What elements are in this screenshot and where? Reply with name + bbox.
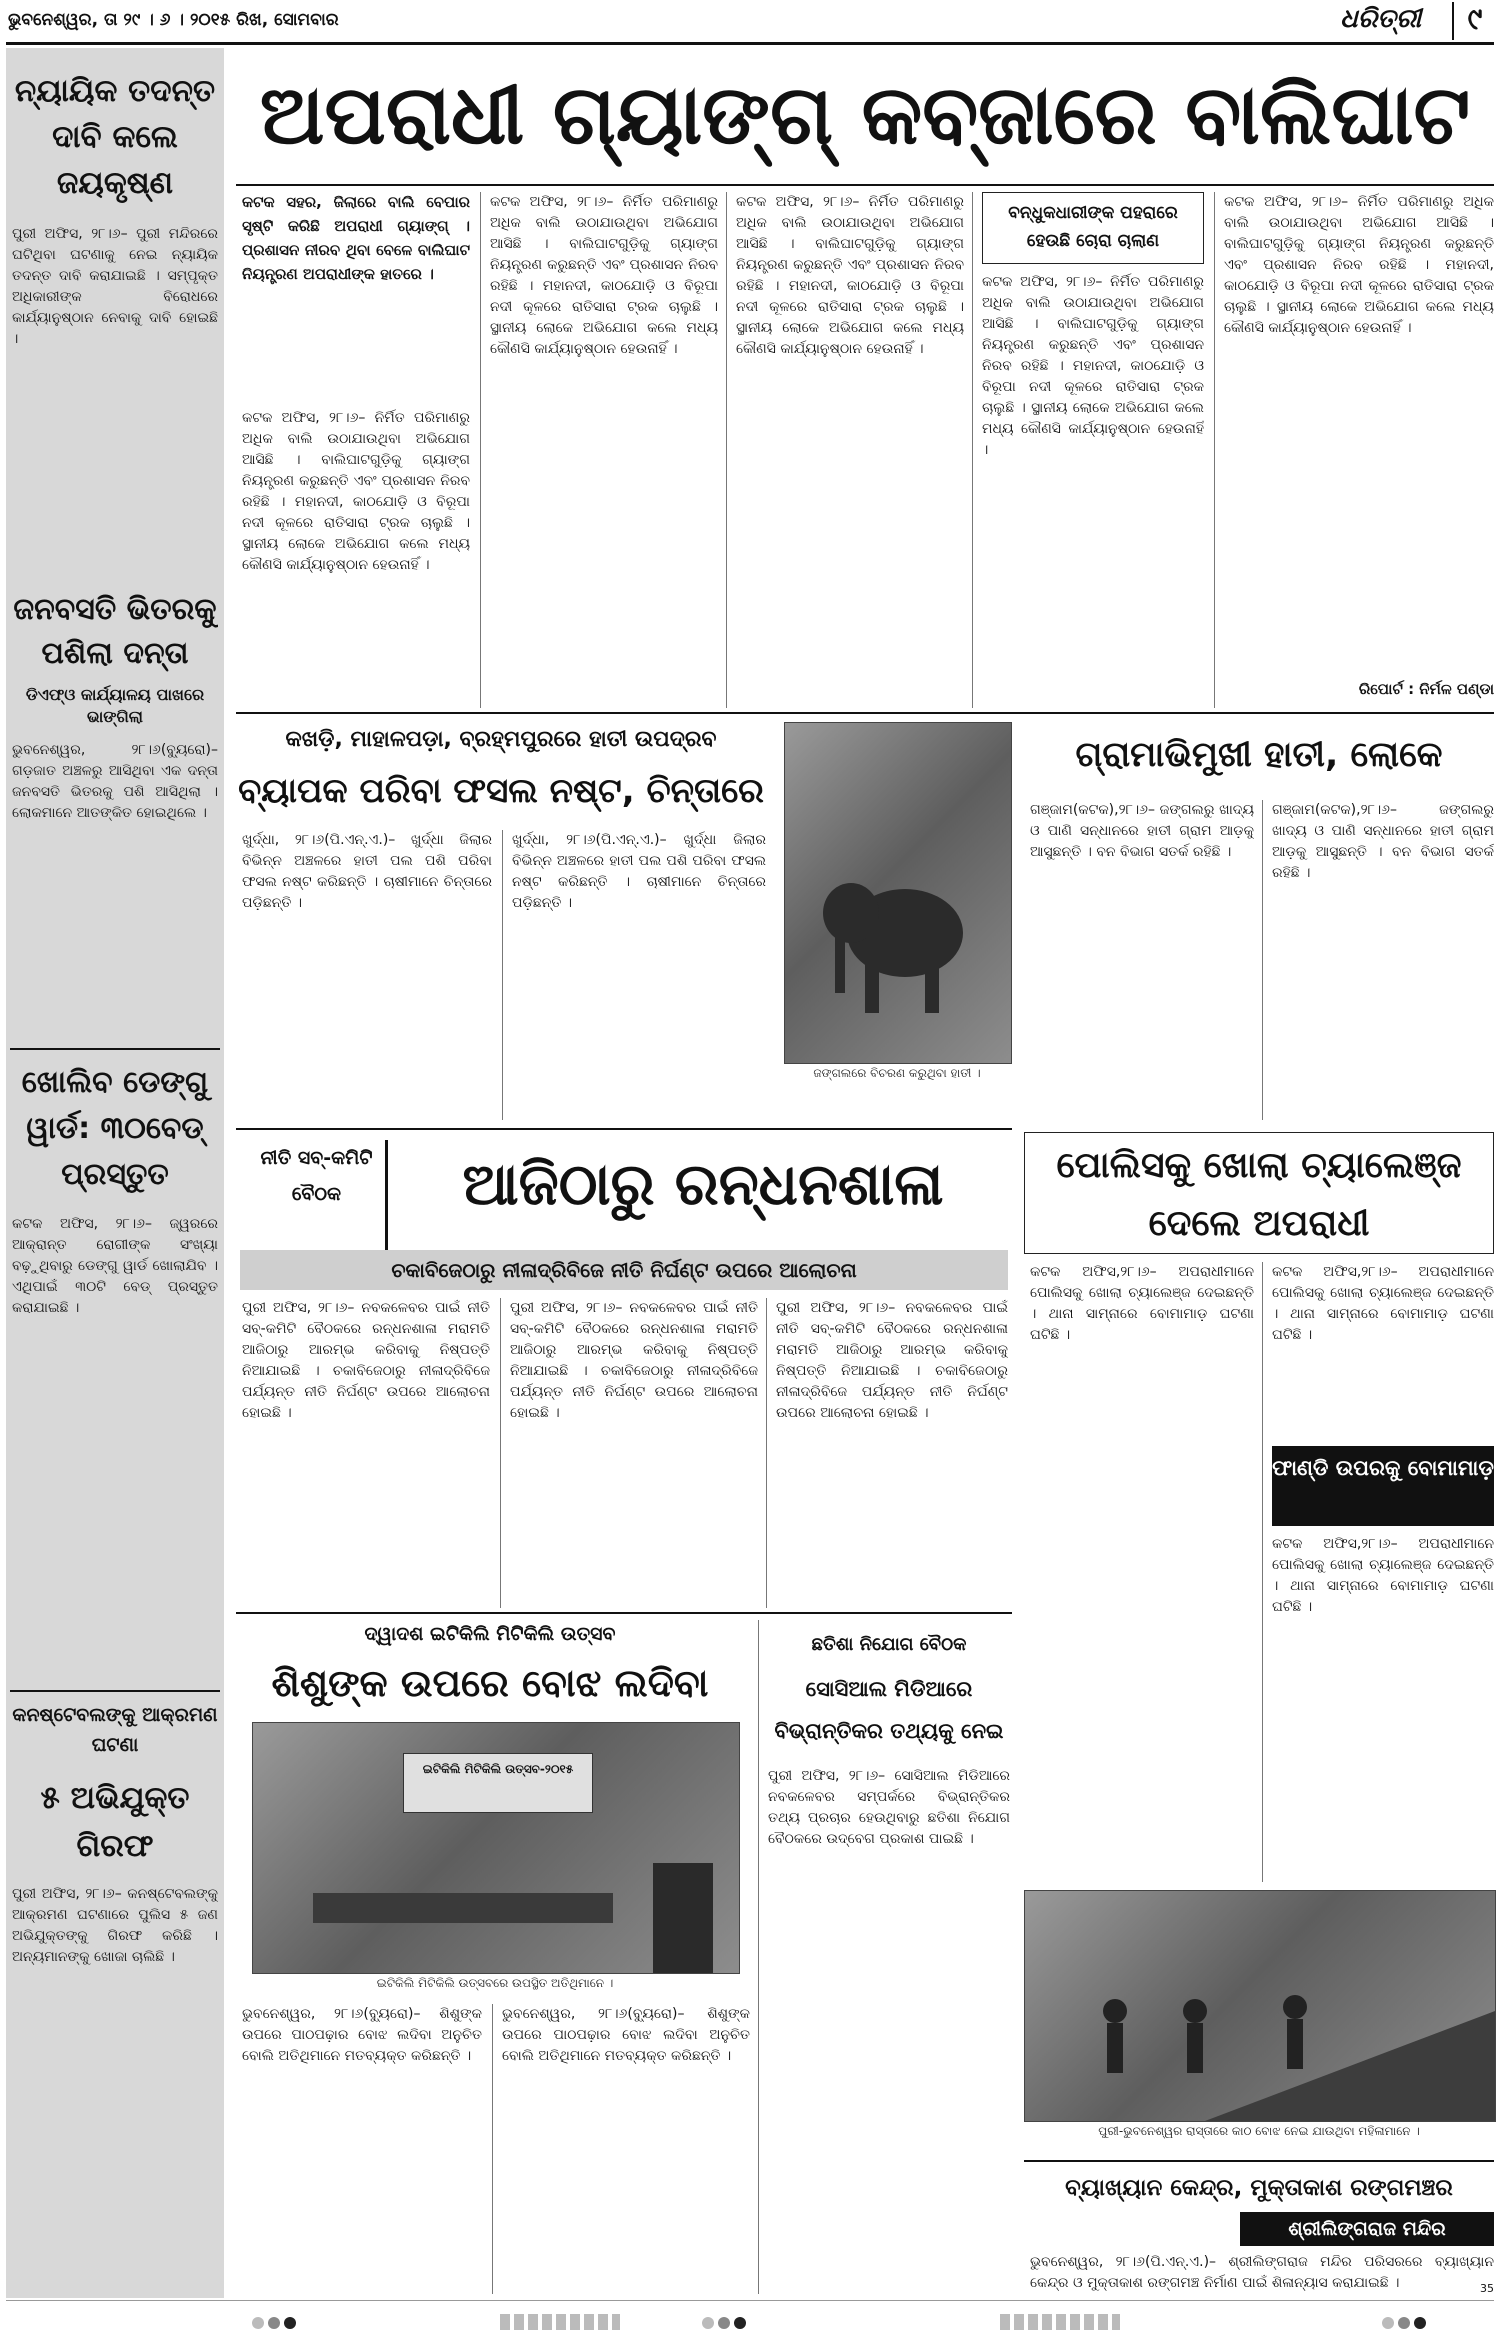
police-divider [1262, 1262, 1263, 1882]
sidebar-3-headline: ଖୋଲିବ ଡେଙ୍ଗୁ ୱାର୍ଡ: ୩୦ବେଡ୍ ପ୍ରସ୍ତୁତ [21, 1065, 209, 1192]
sidebar-2-headline: ଜନବସତି ଭିତରକୁ ପଶିଲା ଦନ୍ତା [13, 592, 217, 671]
social-kicker: ଛତିଶା ନିଯୋଗ ବୈଠକ [811, 1634, 967, 1655]
elephant-photo [784, 722, 1012, 1064]
elephant-left-col-2: ଖୁର୍ଦ୍ଧା, ୨୮।୬(ପି.ଏନ୍.ଏ.)– ଖୁର୍ଦ୍ଧା ଜିଲାର ବିଭିନ୍ନ ଅଞ୍ଚଳରେ ହାତୀ ପଲ ପଶି ପରିବା ଫସଲ ନଷ୍ଟ କରିଛନ୍ତି । ଚାଷୀମାନେ ଚିନ୍ତାରେ ପଡ଼ିଛନ୍ତି । [512, 832, 766, 911]
children-photo [252, 1722, 740, 1974]
shila-label: ଶ୍ରୀଲିଙ୍ଗରାଜ ମନ୍ଦିର [1288, 2218, 1446, 2240]
lead-rule [236, 184, 1494, 186]
sidebar-story-2 [12, 588, 218, 968]
policy-subhead: ଚକାବିଜେଠାରୁ ନୀଳାଦ୍ରିବିଜେ ନୀତି ନିର୍ଘଣ୍ଟ ଉପରେ ଆଲୋଚନା [391, 1258, 857, 1282]
policy-col-2: ପୁରୀ ଅଫିସ, ୨୮।୬– ନବକଳେବର ପାଇଁ ନୀତି ସବ୍-କମିଟି ବୈଠକରେ ରନ୍ଧନଶାଳା ମରାମତି ଆଜିଠାରୁ ଆରମ୍ଭ କରିବାକୁ ନିଷ୍ପତ୍ତି ନିଆଯାଇଛି । ଚକାବିଜେଠାରୁ ନୀଳାଦ୍ରିବିଜେ ପର୍ଯ୍ୟନ୍ତ ନୀତି ନିର୍ଘଣ୍ଟ ଉପରେ ଆଲୋଚନା ହୋଇଛି । [510, 1300, 758, 1421]
footer-registration-marks [0, 2310, 1500, 2334]
reg-mark-1 [250, 2314, 330, 2330]
header-rule [6, 42, 1494, 45]
elephant-right-headline: ଗ୍ରାମାଭିମୁଖୀ ହାତୀ, ଲୋକେ [1075, 735, 1443, 775]
police-box [1272, 1446, 1494, 1526]
policy-label: ନୀତି ସବ୍-କମିଟି ବୈଠକ [248, 1140, 388, 1250]
shila-body: ଭୁବନେଶ୍ୱର, ୨୮।୬(ପି.ଏନ୍.ଏ.)– ଶ୍ରୀଲିଙ୍ଗରାଜ ମନ୍ଦିର ପରିସରରେ ବ୍ୟାଖ୍ୟାନ କେନ୍ଦ୍ର ଓ ମୁକ୍ତାକାଶ ରଙ୍ଗମଞ୍ଚ ନିର୍ମାଣ ପାଇଁ ଶିଳାନ୍ୟାସ କରାଯାଇଛି । [1030, 2254, 1494, 2291]
police-box-text: ଫାଣ୍ଡି ଉପରକୁ ବୋମାମାଡ଼ [1272, 1456, 1494, 1480]
social-divider [758, 1620, 759, 2294]
lead-summary: କଟକ ସହର, ଜିଲାରେ ବାଲି ବେପାର ସୃଷ୍ଟି କରିଛି ଅପରାଧୀ ଗ୍ୟାଙ୍ଗ୍ । ପ୍ରଶାସନ ନୀରବ ଥିବା ବେଳେ ବାଲିଘାଟ ନିୟନ୍ତ୍ରଣ ଅପରାଧୀଙ୍କ ହାତରେ । [242, 193, 470, 283]
footer-corner-number: 35 [1480, 2282, 1494, 2295]
elephant-photo-caption: ଜଙ୍ଗଲରେ ବିଚରଣ କରୁଥିବା ହାତୀ । [813, 1066, 981, 1080]
policy-headline: ଆଜିଠାରୁ ରନ୍ଧନଶାଳା [462, 1150, 944, 1218]
social-headline: ସୋସିଆଲ ମିଡିଆରେ ବିଭ୍ରାନ୍ତିକର ତଥ୍ୟକୁ ନେଇ [774, 1677, 1004, 1743]
policy-divider-2 [766, 1298, 767, 1608]
lead-col-1: କଟକ ଅଫିସ, ୨୮।୬– ନିର୍ମିତ ପରିମାଣରୁ ଅଧିକ ବାଲି ଉଠାଯାଉଥିବା ଅଭିଯୋଗ ଆସିଛି । ବାଲିଘାଟଗୁଡ଼ିକୁ ଗ୍ୟାଙ୍ଗ ନିୟନ୍ତ୍ରଣ କରୁଛନ୍ତି ଏବଂ ପ୍ରଶାସନ ନିରବ ରହିଛି । ମହାନଦୀ, କାଠଯୋଡ଼ି ଓ ବିରୂପା ନଦୀ କୂଳରେ ରାତିସାରା ଟ୍ରକ ଚାଲୁଛି । ସ୍ଥାନୀୟ ଲୋକେ ଅଭିଯୋଗ କଲେ ମଧ୍ୟ କୌଣସି କାର୍ଯ୍ୟାନୁଷ୍ଠାନ ହେଉନାହିଁ । [242, 410, 470, 573]
elephant-icon [785, 723, 1011, 1063]
police-col-3: କଟକ ଅଫିସ,୨୮।୬– ଅପରାଧୀମାନେ ପୋଲିସକୁ ଖୋଲା ଚ୍ୟାଲେଞ୍ଜ ଦେଇଛନ୍ତି । ଥାନା ସାମ୍ନାରେ ବୋମାମାଡ଼ ଘଟଣା ଘଟିଛି । [1272, 1536, 1494, 1615]
road-photo-caption: ପୁରୀ-ଭୁବନେଶ୍ୱର ରାସ୍ତାରେ କାଠ ବୋଝ ନେଇ ଯାଉଥିବା ମହିଳାମାନେ । [1098, 2124, 1420, 2138]
sidebar-story-1 [12, 68, 218, 678]
children-kicker: ଦ୍ୱାଦଶ ଇଟିକିଲି ମିଟିକିଲି ଉତ୍ସବ [364, 1623, 616, 1645]
lead-headline: ଅପରାଧୀ ଗ୍ୟାଙ୍ଗ୍ କବ୍‌ଜାରେ ବାଲିଘାଟ [259, 68, 1471, 163]
children-banner [403, 1753, 593, 1813]
lead-col-divider-3 [972, 192, 973, 708]
sidebar-1-headline: ନ୍ୟାୟିକ ତଦନ୍ତ ଦାବି କଲେ ଜୟକୃଷ୍ଣ [14, 73, 216, 201]
children-banner-text: ଇଟିକିଲି ମିଟିକିଲି ଉତ୍ସବ-୨୦୧୫ [422, 1762, 574, 1776]
masthead-brand: ଧରିତ୍ରୀ [1340, 4, 1422, 34]
children-rule [236, 1612, 1012, 1614]
children-photo-caption: ଇଟିକିଲି ମିଟିକିଲି ଉତ୍ସବରେ ଉପସ୍ଥିତ ଅତିଥିମାନେ । [376, 1976, 614, 1990]
sidebar-4-body: ପୁରୀ ଅଫିସ, ୨୮।୬– କନଷ୍ଟେବଲଙ୍କୁ ଆକ୍ରମଣ ଘଟଣାରେ ପୁଲିସ ୫ ଜଣ ଅଭିଯୁକ୍ତଙ୍କୁ ଗିରଫ କରିଛି । ଅନ୍ୟମାନଙ୍କୁ ଖୋଜା ଚାଲିଛି । [12, 1886, 218, 1965]
elephant-kicker: କଖଡ଼ି, ମାହାଳପଡ଼ା, ବ୍ରହ୍ମପୁରରେ ହାତୀ ଉପଦ୍ରବ [285, 727, 717, 752]
sidebar-1-body: ପୁରୀ ଅଫିସ, ୨୮।୬– ପୁରୀ ମନ୍ଦିରରେ ଘଟିଥିବା ଘଟଣାକୁ ନେଇ ନ୍ୟାୟିକ ତଦନ୍ତ ଦାବି କରାଯାଇଛି । ସମ୍ପୃକ୍ତ ଅଧିକାରୀଙ୍କ ବିରୋଧରେ କାର୍ଯ୍ୟାନୁଷ୍ଠାନ ନେବାକୁ ଦାବି ହୋଇଛି । [12, 226, 218, 347]
lead-box-kicker-text: ବନ୍ଧୁକଧାରୀଙ୍କ ପହରାରେ ହେଉଛି ଚୋରା ଚାଲାଣ [1008, 203, 1178, 251]
lead-col-divider-2 [726, 192, 727, 708]
lead-col-2: କଟକ ଅଫିସ, ୨୮।୬– ନିର୍ମିତ ପରିମାଣରୁ ଅଧିକ ବାଲି ଉଠାଯାଉଥିବା ଅଭିଯୋଗ ଆସିଛି । ବାଲିଘାଟଗୁଡ଼ିକୁ ଗ୍ୟାଙ୍ଗ ନିୟନ୍ତ୍ରଣ କରୁଛନ୍ତି ଏବଂ ପ୍ରଶାସନ ନିରବ ରହିଛି । ମହାନଦୀ, କାଠଯୋଡ଼ି ଓ ବିରୂପା ନଦୀ କୂଳରେ ରାତିସାରା ଟ୍ରକ ଚାଲୁଛି । ସ୍ଥାନୀୟ ଲୋକେ ଅଭିଯୋଗ କଲେ ମଧ୍ୟ କୌଣସି କାର୍ଯ୍ୟାନୁଷ୍ଠାନ ହେଉନାହିଁ । [490, 194, 718, 357]
sidebar-4-kicker: କନଷ୍ଟେବଲଙ୍କୁ ଆକ୍ରମଣ ଘଟଣା [12, 1704, 218, 1756]
sidebar-2-kicker: ଡିଏଫ୍‌ଓ କାର୍ଯ୍ୟାଳୟ ପାଖରେ ଭାଙ୍ଗିଲା [25, 685, 205, 726]
sidebar-rule-1 [10, 1048, 220, 1050]
elephant-right-divider [1262, 800, 1263, 1120]
footer-rule [6, 2300, 1494, 2301]
police-col-1: କଟକ ଅଫିସ,୨୮।୬– ଅପରାଧୀମାନେ ପୋଲିସକୁ ଖୋଲା ଚ୍ୟାଲେଞ୍ଜ ଦେଇଛନ୍ତି । ଥାନା ସାମ୍ନାରେ ବୋମାମାଡ଼ ଘଟଣା ଘଟିଛି । [1030, 1264, 1254, 1343]
lead-col-3: କଟକ ଅଫିସ, ୨୮।୬– ନିର୍ମିତ ପରିମାଣରୁ ଅଧିକ ବାଲି ଉଠାଯାଉଥିବା ଅଭିଯୋଗ ଆସିଛି । ବାଲିଘାଟଗୁଡ଼ିକୁ ଗ୍ୟାଙ୍ଗ ନିୟନ୍ତ୍ରଣ କରୁଛନ୍ତି ଏବଂ ପ୍ରଶାସନ ନିରବ ରହିଛି । ମହାନଦୀ, କାଠଯୋଡ଼ି ଓ ବିରୂପା ନଦୀ କୂଳରେ ରାତିସାରା ଟ୍ରକ ଚାଲୁଛି । ସ୍ଥାନୀୟ ଲୋକେ ଅଭିଯୋଗ କଲେ ମଧ୍ୟ କୌଣସି କାର୍ଯ୍ୟାନୁଷ୍ଠାନ ହେଉନାହିଁ । [736, 194, 964, 357]
children-divider-1 [492, 2004, 493, 2294]
elephant-right-col-2: ଗଞ୍ଜାମ(କଟକ),୨୮।୬– ଜଙ୍ଗଲରୁ ଖାଦ୍ୟ ଓ ପାଣି ସନ୍ଧାନରେ ହାତୀ ଗ୍ରାମ ଆଡ଼କୁ ଆସୁଛନ୍ତି । ବନ ବିଭାଗ ସତର୍କ ରହିଛି । [1272, 802, 1494, 881]
left-sidebar [6, 48, 224, 2298]
lead-bottom-rule [236, 712, 1494, 714]
children-table [313, 1893, 613, 1923]
social-col: ପୁରୀ ଅଫିସ, ୨୮।୬– ସୋସିଆଲ ମିଡିଆରେ ନବକଳେବର ସମ୍ପର୍କରେ ବିଭ୍ରାନ୍ତିକର ତଥ୍ୟ ପ୍ରଚାର ହେଉଥିବାରୁ ଛତିଶା ନିଯୋଗ ବୈଠକରେ ଉଦ୍‌ବେଗ ପ୍ରକାଶ ପାଇଛି । [768, 1768, 1010, 1847]
shila-label-box [1240, 2212, 1494, 2246]
dateline: ଭୁବନେଶ୍ୱର, ତା ୨୯ । ୬ । ୨୦୧୫ ରିଖ, ସୋମବାର [8, 10, 339, 30]
elephant-left-headline: ବ୍ୟାପକ ପରିବା ଫସଲ ନଷ୍ଟ, ଚିନ୍ତାରେ [238, 771, 764, 811]
sidebar-rule-2 [10, 1690, 220, 1692]
policy-col-3: ପୁରୀ ଅଫିସ, ୨୮।୬– ନବକଳେବର ପାଇଁ ନୀତି ସବ୍-କମିଟି ବୈଠକରେ ରନ୍ଧନଶାଳା ମରାମତି ଆଜିଠାରୁ ଆରମ୍ଭ କରିବାକୁ ନିଷ୍ପତ୍ତି ନିଆଯାଇଛି । ଚକାବିଜେଠାରୁ ନୀଳାଦ୍ରିବିଜେ ପର୍ଯ୍ୟନ୍ତ ନୀତି ନିର୍ଘଣ୍ଟ ଉପରେ ଆଲୋଚନା ହୋଇଛି । [776, 1300, 1008, 1421]
lead-byline: ରିପୋର୍ଟ : ନିର୍ମଳ ପଣ୍ଡା [1358, 680, 1494, 698]
shila-headline: ବ୍ୟାଖ୍ୟାନ କେନ୍ଦ୍ର, ମୁକ୍ତାକାଶ ରଙ୍ଗମଞ୍ଚର [1065, 2175, 1453, 2201]
police-col-2: କଟକ ଅଫିସ,୨୮।୬– ଅପରାଧୀମାନେ ପୋଲିସକୁ ଖୋଲା ଚ୍ୟାଲେଞ୍ଜ ଦେଇଛନ୍ତି । ଥାନା ସାମ୍ନାରେ ବୋମାମାଡ଼ ଘଟଣା ଘଟିଛି । [1272, 1264, 1494, 1343]
lead-col-5: କଟକ ଅଫିସ, ୨୮।୬– ନିର୍ମିତ ପରିମାଣରୁ ଅଧିକ ବାଲି ଉଠାଯାଉଥିବା ଅଭିଯୋଗ ଆସିଛି । ବାଲିଘାଟଗୁଡ଼ିକୁ ଗ୍ୟାଙ୍ଗ ନିୟନ୍ତ୍ରଣ କରୁଛନ୍ତି ଏବଂ ପ୍ରଶାସନ ନିରବ ରହିଛି । ମହାନଦୀ, କାଠଯୋଡ଼ି ଓ ବିରୂପା ନଦୀ କୂଳରେ ରାତିସାରା ଟ୍ରକ ଚାଲୁଛି । ସ୍ଥାନୀୟ ଲୋକେ ଅଭିଯୋଗ କଲେ ମଧ୍ୟ କୌଣସି କାର୍ଯ୍ୟାନୁଷ୍ଠାନ ହେଉନାହିଁ । [1224, 194, 1494, 336]
reg-mark-3 [700, 2314, 780, 2330]
lead-col-divider-1 [480, 192, 481, 708]
elephant-right-col-1: ଗଞ୍ଜାମ(କଟକ),୨୮।୬– ଜଙ୍ଗଲରୁ ଖାଦ୍ୟ ଓ ପାଣି ସନ୍ଧାନରେ ହାତୀ ଗ୍ରାମ ଆଡ଼କୁ ଆସୁଛନ୍ତି । ବନ ବିଭାଗ ସତର୍କ ରହିଛି । [1030, 802, 1254, 860]
police-headline-box [1024, 1132, 1494, 1254]
page-number: ୯ [1452, 2, 1496, 40]
children-col-1: ଭୁବନେଶ୍ୱର, ୨୮।୬(ବ୍ୟୁରୋ)– ଶିଶୁଙ୍କ ଉପରେ ପାଠପଢ଼ାର ବୋଝ ଲଦିବା ଅନୁଚିତ ବୋଲି ଅତିଥିମାନେ ମତବ୍ୟକ୍ତ କରିଛନ୍ତି । [242, 2006, 482, 2064]
sidebar-3-body: କଟକ ଅଫିସ, ୨୮।୬– ଜ୍ୱରରେ ଆକ୍ରାନ୍ତ ରୋଗୀଙ୍କ ସଂଖ୍ୟା ବଢ଼ୁଥିବାରୁ ଡେଙ୍ଗୁ ୱାର୍ଡ ଖୋଲାଯିବ । ଏଥିପାଇଁ ୩୦ଟି ବେଡ୍ ପ୍ରସ୍ତୁତ କରାଯାଇଛି । [12, 1216, 218, 1316]
sidebar-4-headline: ୫ ଅଭିଯୁକ୍ତ ଗିରଫ [40, 1780, 190, 1864]
reg-mark-4 [1000, 2314, 1120, 2330]
elephant-left-col-1: ଖୁର୍ଦ୍ଧା, ୨୮।୬(ପି.ଏନ୍.ଏ.)– ଖୁର୍ଦ୍ଧା ଜିଲାର ବିଭିନ୍ନ ଅଞ୍ଚଳରେ ହାତୀ ପଲ ପଶି ପରିବା ଫସଲ ନଷ୍ଟ କରିଛନ୍ତି । ଚାଷୀମାନେ ଚିନ୍ତାରେ ପଡ଼ିଛନ୍ତି । [242, 832, 492, 911]
road-icon [1025, 1891, 1495, 2121]
sidebar-2-body: ଭୁବନେଶ୍ୱର, ୨୮।୬(ବ୍ୟୁରୋ)– ଗଡ଼ଜାତ ଅଞ୍ଚଳରୁ ଆସିଥିବା ଏକ ଦନ୍ତା ଜନବସତି ଭିତରକୁ ପଶି ଆସିଥିଲା । ଲୋକମାନେ ଆତଙ୍କିତ ହୋଇଥିଲେ । [12, 742, 218, 821]
children-col-2: ଭୁବନେଶ୍ୱର, ୨୮।୬(ବ୍ୟୁରୋ)– ଶିଶୁଙ୍କ ଉପରେ ପାଠପଢ଼ାର ବୋଝ ଲଦିବା ଅନୁଚିତ ବୋଲି ଅତିଥିମାନେ ମତବ୍ୟକ୍ତ କରିଛନ୍ତି । [502, 2006, 750, 2064]
policy-col-1: ପୁରୀ ଅଫିସ, ୨୮।୬– ନବକଳେବର ପାଇଁ ନୀତି ସବ୍-କମିଟି ବୈଠକରେ ରନ୍ଧନଶାଳା ମରାମତି ଆଜିଠାରୁ ଆରମ୍ଭ କରିବାକୁ ନିଷ୍ପତ୍ତି ନିଆଯାଇଛି । ଚକାବିଜେଠାରୁ ନୀଳାଦ୍ରିବିଜେ ପର୍ଯ୍ୟନ୍ତ ନୀତି ନିର୍ଘଣ୍ଟ ଉପରେ ଆଲୋଚନା ହୋଇଛି । [242, 1300, 490, 1421]
reg-mark-5 [1380, 2314, 1460, 2330]
children-headline: ଶିଶୁଙ୍କ ଉପରେ ବୋଝ ଲଦିବା [271, 1661, 709, 1705]
policy-subhead-bar [240, 1250, 1008, 1290]
policy-divider-1 [500, 1298, 501, 1608]
elephant-left-divider [502, 830, 503, 1120]
road-photo [1024, 1890, 1496, 2122]
lead-col-4: କଟକ ଅଫିସ, ୨୮।୬– ନିର୍ମିତ ପରିମାଣରୁ ଅଧିକ ବାଲି ଉଠାଯାଉଥିବା ଅଭିଯୋଗ ଆସିଛି । ବାଲିଘାଟଗୁଡ଼ିକୁ ଗ୍ୟାଙ୍ଗ ନିୟନ୍ତ୍ରଣ କରୁଛନ୍ତି ଏବଂ ପ୍ରଶାସନ ନିରବ ରହିଛି । ମହାନଦୀ, କାଠଯୋଡ଼ି ଓ ବିରୂପା ନଦୀ କୂଳରେ ରାତିସାରା ଟ୍ରକ ଚାଲୁଛି । ସ୍ଥାନୀୟ ଲୋକେ ଅଭିଯୋଗ କଲେ ମଧ୍ୟ କୌଣସି କାର୍ଯ୍ୟାନୁଷ୍ଠାନ ହେଉନାହିଁ । [982, 274, 1204, 458]
children-podium [653, 1863, 713, 1973]
sidebar-story-4 [12, 1700, 218, 2290]
lead-col-divider-4 [1214, 192, 1215, 708]
shila-rule [1024, 2160, 1494, 2162]
lead-box-kicker [982, 192, 1204, 264]
reg-mark-2 [500, 2314, 620, 2330]
mid-rule [236, 1128, 1012, 1130]
police-headline: ପୋଲିସକୁ ଖୋଲା ଚ୍ୟାଲେଞ୍ଜ ଦେଲେ ଅପରାଧୀ [1056, 1145, 1462, 1244]
